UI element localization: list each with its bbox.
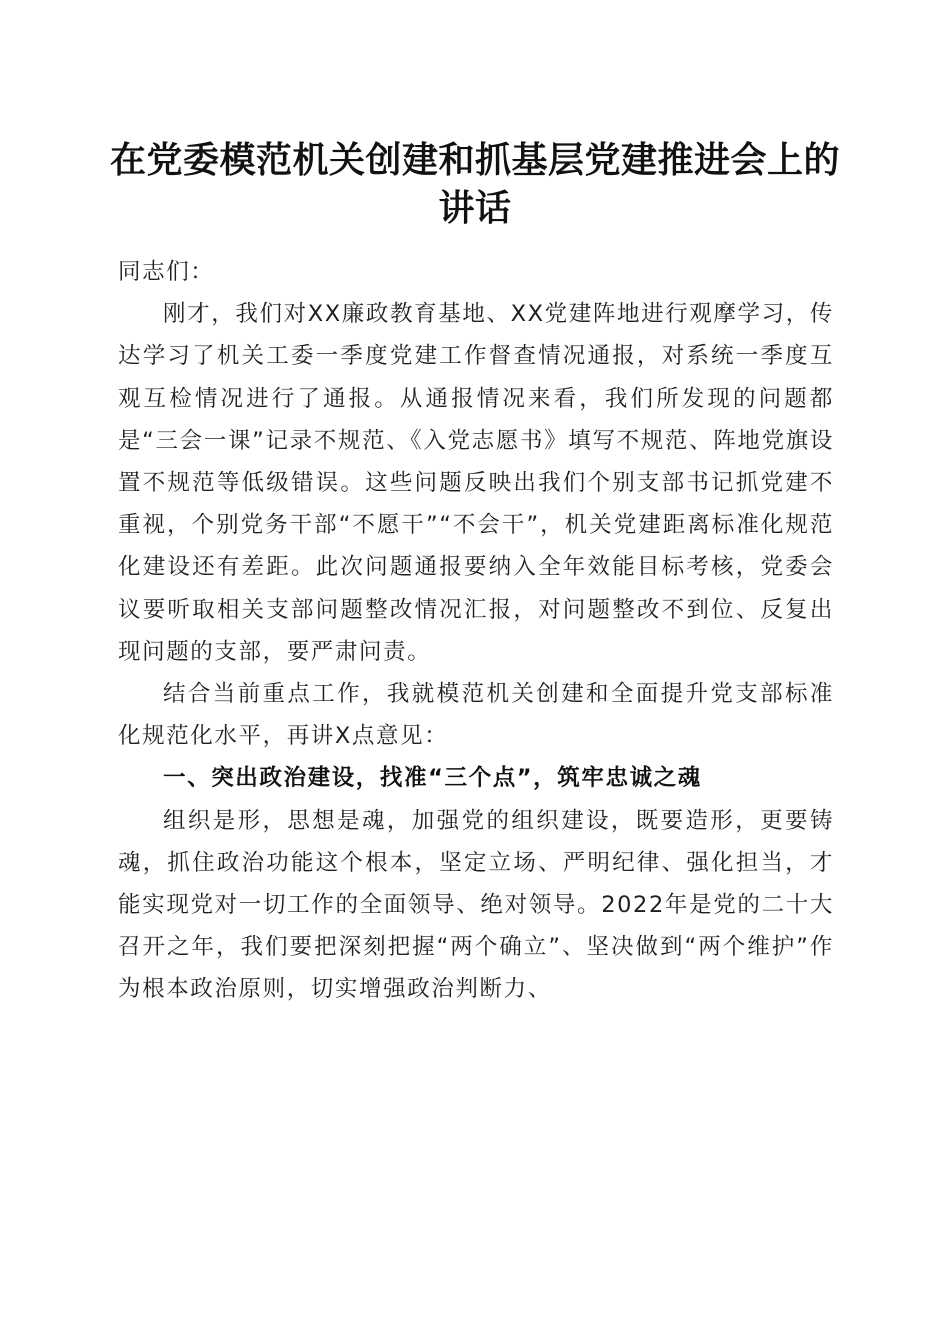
paragraph-transition: 结合当前重点工作，我就模范机关创建和全面提升党支部标准化规范化水平，再讲X点意见： [118,681,834,750]
document-body [118,251,834,1011]
salutation: 同志们： [118,259,215,285]
section-heading-1: 一、突出政治建设，找准“三个点”，筑牢忠诚之魂 [163,765,702,792]
section-1-paragraph: 组织是形，思想是魂，加强党的组织建设，既要造形，更要铸魂，抓住政治功能这个根本，坚定立场、严明纪律、强化担当，才能实现党对一切工作的全面领导、绝对领导。2022年是党的二十大召开之年，我们要把深刻把握“两个确立”、坚决做到“两个维护”作为根本政治原则，切实增强政治判断力、 [118,807,834,1003]
title-line-2: 讲话 [438,187,512,229]
title-line-1: 在党委模范机关创建和抓基层党建推进会上的 [109,139,840,181]
paragraph-opening: 刚才，我们对XX廉政教育基地、XX党建阵地进行观摩学习，传达学习了机关工委一季度党建工作督查情况通报，对系统一季度互观互检情况进行了通报。从通报情况来看，我们所发现的问题都是“三会一课”记录不规范、《入党志愿书》填写不规范、阵地党旗设置不规范等低级错误。这些问题反映出我们个别支部书记抓党建不重视，个别党务干部“不愿干”“不会干”，机关党建距离标准化规范化建设还有差距。此次问题通报要纳入全年效能目标考核，党委会议要听取相关支部问题整改情况汇报，对问题整改不到位、反复出现问题的支部，要严肃问责。 [118,301,834,665]
document-title [100,136,850,232]
